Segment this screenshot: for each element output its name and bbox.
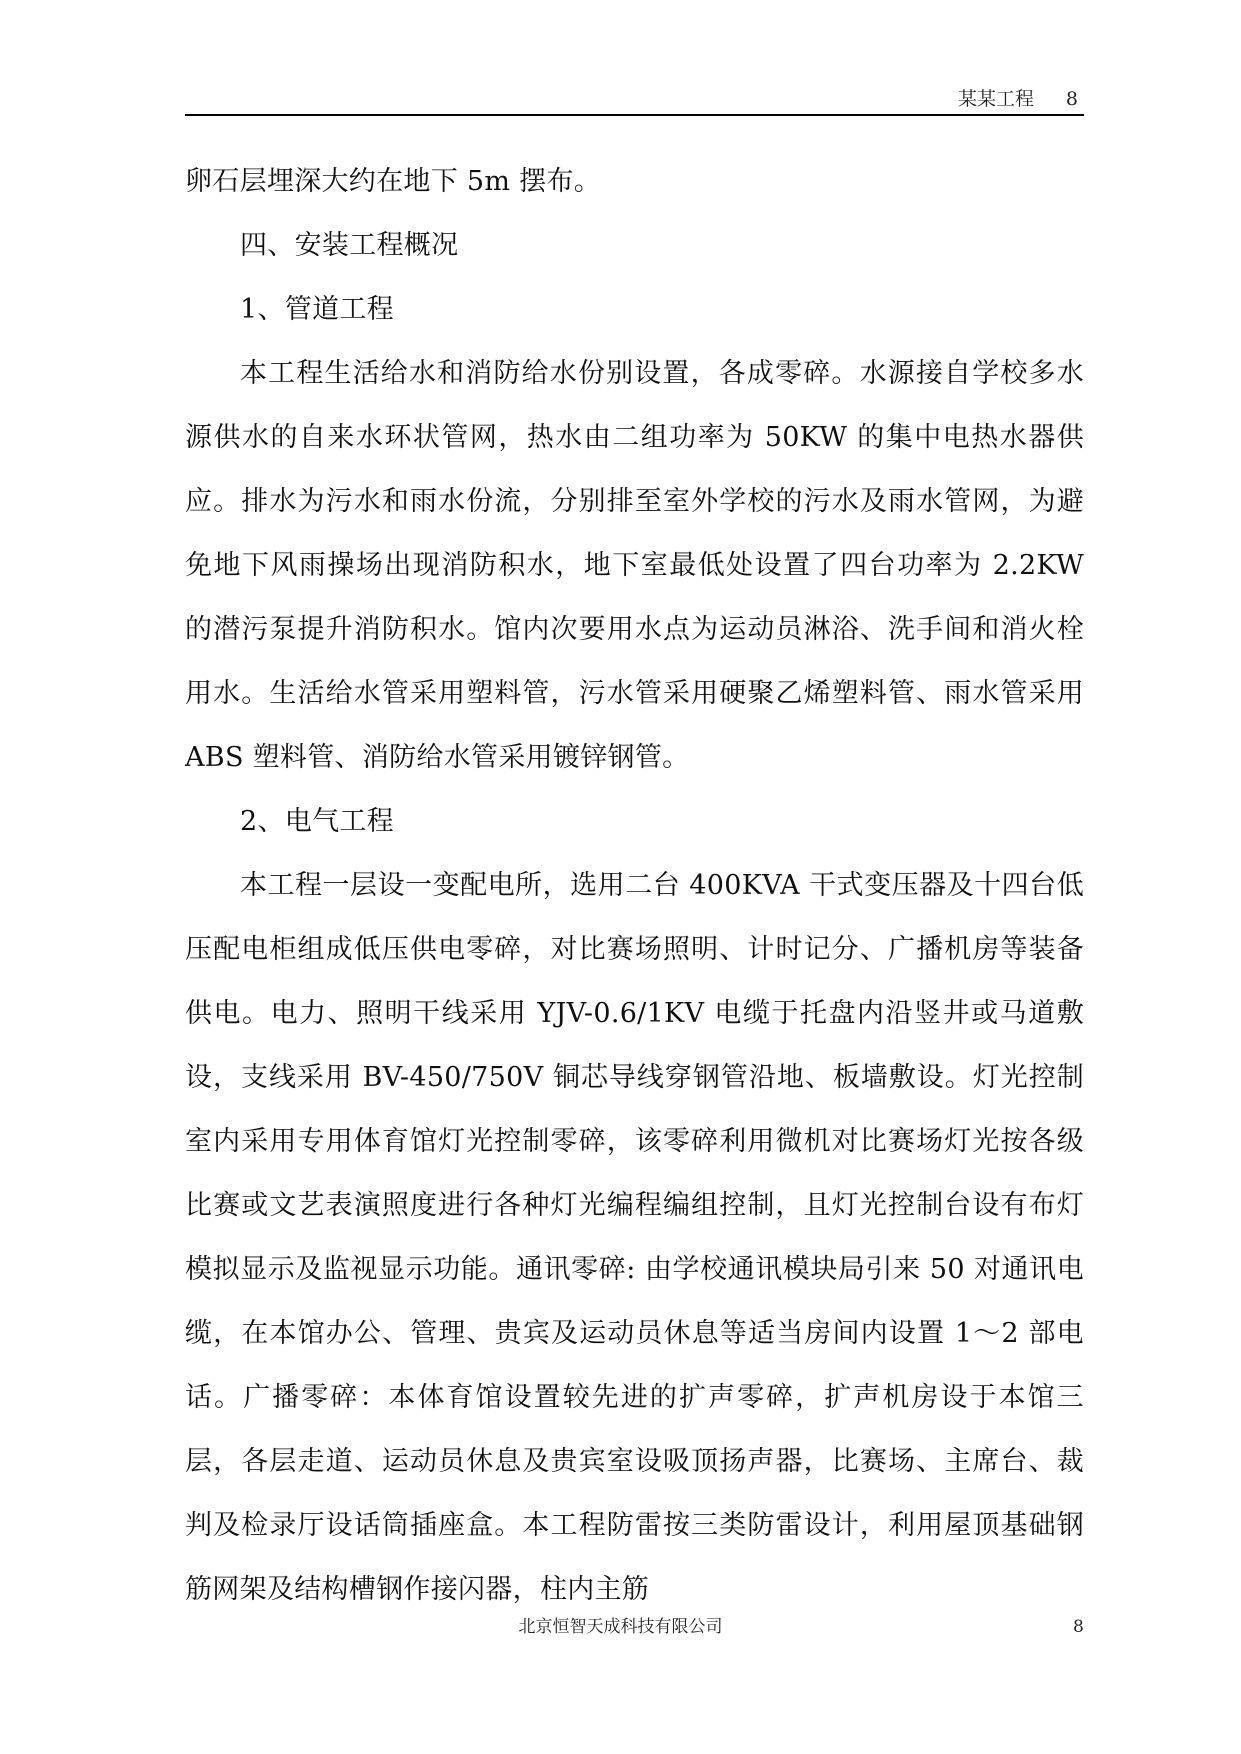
footer-page-number: 8 bbox=[1073, 1617, 1084, 1637]
paragraph-pipes: 本工程生活给水和消防给水份别设置，各成零碎。水源接自学校多水源供水的自来水环状管网，热水由二组功率为 50KW 的集中电热水器供应。排水为污水和雨水份流，分别排至室外学校的污水及雨水管网，为避免地下风雨操场出现消防积水，地下室最低处设置了四台功率为 2.2KW 的潜污泵提升消防积水。馆内次要用水点为运动员淋浴、洗手间和消火栓用水。生活给水管采用塑料管，污水管采用硬聚乙烯塑料管、雨水管采用 ABS 塑料管、消防给水管采用镀锌钢管。 bbox=[185, 358, 1084, 773]
footer-company: 北京恒智天成科技有限公司 bbox=[518, 1617, 723, 1637]
subsection-heading-pipes: 1、管道工程 bbox=[240, 294, 394, 325]
subsection-heading-electrical: 2、电气工程 bbox=[240, 806, 394, 837]
section-heading: 四、安装工程概况 bbox=[240, 230, 459, 261]
header-title: 某某工程 bbox=[957, 88, 1034, 110]
paragraph-electrical: 本工程一层设一变配电所，选用二台 400KVA 干式变压器及十四台低压配电柜组成低压供电零碎，对比赛场照明、计时记分、广播机房等装备供电。电力、照明干线采用 YJV-0.6/1KV 电缆于托盘内沿竖井或马道敷设，支线采用 BV-450/750V 铜芯导线穿钢管沿地、板墙敷设。灯光控制室内采用专用体育馆灯光控制零碎，该零碎利用微机对比赛场灯光按各级比赛或文艺表演照度进行各种灯光编程编组控制，且灯光控制台设有布灯模拟显示及监视显示功能。通讯零碎: 由学校通讯模块局引来 50 对通讯电缆，在本馆办公、管理、贵宾及运动员休息等适当房间内设置 1～2 部电话。广播零碎：本体育馆设置较先进的扩声零碎，扩声机房设于本馆三层，各层走道、运动员休息及贵宾室设吸顶扬声器，比赛场、主席台、裁判及检录厅设话筒插座盒。本工程防雷按三类防雷设计，利用屋顶基础钢筋网架及结构槽钢作接闪器，柱内主筋 bbox=[185, 870, 1084, 1605]
document-body bbox=[185, 150, 1084, 1622]
page-header bbox=[185, 88, 1084, 116]
header-page-number: 8 bbox=[1065, 88, 1078, 110]
paragraph-continuation: 卵石层埋深大约在地下 5m 摆布。 bbox=[185, 166, 602, 197]
